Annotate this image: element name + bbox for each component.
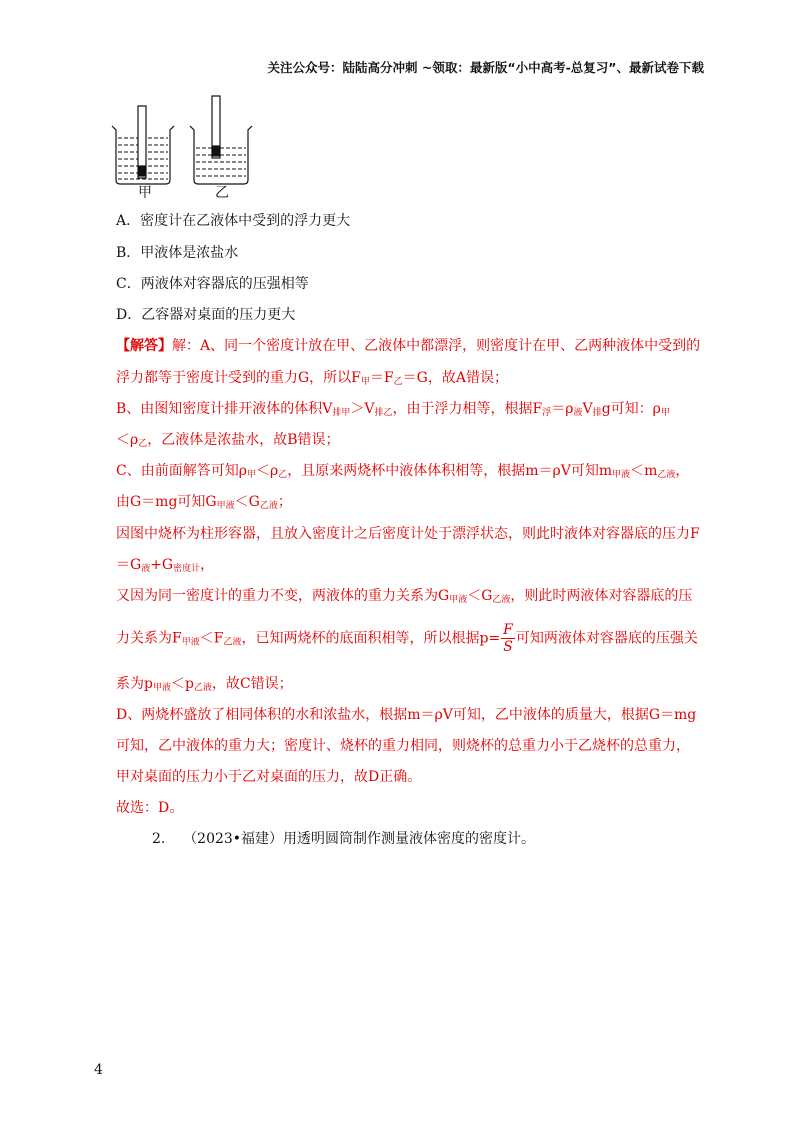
- answer-final-choice: 故选：D。: [116, 800, 184, 816]
- answer-line-5: C、由前面解答可知$\rho_甲<\rho_乙$，且原来两烧杯中液体体积相等，根据m＝ρV可知$m_{甲液}<m_{乙液}$，: [116, 463, 690, 480]
- answer-line-2: 浮力都等于密度计受到的重力G，所以$F_甲=F_乙=G$，故A错误；: [116, 370, 508, 387]
- answer-line-7: 因图中烧杯为柱形容器，且放入密度计之后密度计处于漂浮状态，则此时液体对容器底的压力F: [116, 526, 700, 542]
- answer-line-8: $=G_液+G_{密度计}$，: [116, 557, 215, 574]
- label-jia: 甲: [138, 185, 152, 201]
- answer-line-12: D、两烧杯盛放了相同体积的水和浓盐水，根据m＝ρV可知，乙中液体的质量大，根据G＝mg: [116, 707, 697, 723]
- beaker-left: [112, 106, 174, 184]
- beaker-figure: [108, 92, 258, 202]
- answer-line-14: 甲对桌面的压力小于乙对桌面的压力，故D正确。: [116, 769, 422, 785]
- answer-line-11: 系为$p_{甲液}<p_{乙液}$，故C错误；: [116, 676, 293, 693]
- option-d: D．乙容器对桌面的压力更大: [116, 307, 296, 323]
- option-a: A．密度计在乙液体中受到的浮力更大: [116, 213, 351, 229]
- answer-line-9: 又因为同一密度计的重力不变，两液体的重力关系为$G_{甲液}<G_{乙液}$，则此时两液体对容器底的压: [116, 588, 693, 605]
- page-number: 4: [94, 1062, 103, 1078]
- answer-line-6: 由G＝mg可知$G_{甲液}<G_{乙液}$；: [116, 494, 292, 511]
- option-c: C．两液体对容器底的压强相等: [116, 276, 309, 292]
- answer-line-10: 力关系为$F_{甲液}<F_{乙液}$，已知两烧杯的底面积相等，所以根据p= $\frac{F}{S}$ 可知两液体对容器底的压强关: [116, 622, 698, 655]
- answer-line-3: B、由图知密度计排开液体的体积$V_{排甲}>V_{排乙}$，由于浮力相等，根据$F_浮=\rho_液V_排g$可知：$\rho_甲$: [116, 401, 670, 418]
- option-b: B．甲液体是浓盐水: [116, 245, 239, 261]
- answer-line-1: 【解答】解：A、同一个密度计放在甲、乙液体中都漂浮，则密度计在甲、乙两种液体中受到的: [116, 338, 701, 354]
- answer-line-4: $<\rho_乙$，乙液体是浓盐水，故B错误；: [116, 432, 340, 449]
- answer-line-13: 可知，乙中液体的重力大；密度计、烧杯的重力相同，则烧杯的总重力小于乙烧杯的总重力，: [116, 738, 690, 754]
- page-header: 关注公众号：陆陆高分冲刺 ~领取：最新版“小中高考-总复习”、最新试卷下载: [267, 60, 704, 75]
- beaker-right: [190, 96, 252, 184]
- pressure-fraction: $\frac{F}{S}$: [503, 622, 513, 655]
- beakers-diagram: [108, 92, 258, 187]
- question-2: 2. （2023•福建）用透明圆筒制作测量液体密度的密度计。: [152, 831, 536, 847]
- label-yi: 乙: [215, 185, 229, 201]
